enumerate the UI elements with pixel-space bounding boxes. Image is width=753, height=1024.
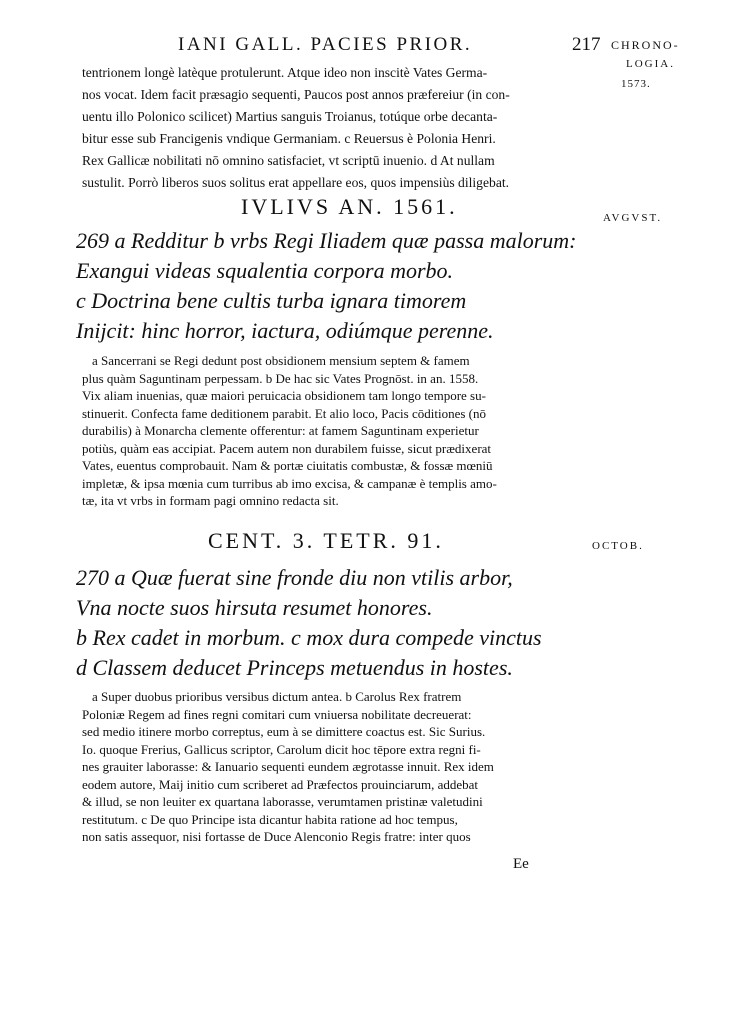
- commentary-line: restitutum. c De quo Principe ista dicantur habita ratione ad hoc tempus,: [82, 811, 458, 827]
- catchword: Ee: [513, 856, 529, 872]
- section-title-cent: CENT. 3. TETR. 91.: [208, 528, 444, 553]
- commentary-line: nes grauiter laborasse: & Ianuario sequenti eundem ægrotasse innuit. Rex idem: [82, 759, 494, 774]
- commentary-line: stinuerit. Confecta fame deditionem parabit. Et alio loco, Pacis cōditiones (nō: [82, 405, 486, 421]
- commentary-line: Poloniæ Regem ad fines regni comitari cum vniuersa nobilitate decreuerat:: [82, 706, 472, 722]
- commentary-line: Vix aliam inuenias, quæ maiori peruicacia obsidionem tam longo tempore su-: [82, 388, 486, 403]
- margin-note-august: AVGVST.: [603, 212, 663, 224]
- verse-line: Inijcit: hinc horror, iactura, odiúmque perenne.: [76, 318, 494, 343]
- running-head-title: IANI GALL. PACIES PRIOR.: [178, 34, 473, 55]
- verse-line: c Doctrina bene cultis turba ignara timorem: [76, 288, 467, 313]
- commentary-line: non satis assequor, nisi fortasse de Duce Alenconio Regis fratre: inter quos: [82, 829, 471, 844]
- verse-line: 270 a Quæ fuerat sine fronde diu non vtilis arbor,: [76, 565, 513, 590]
- margin-note-chronologia-1: CHRONO-: [611, 38, 680, 52]
- commentary-line: durabilis) à Monarcha clemente offerentur: at famem Saguntinam experietur: [82, 423, 479, 438]
- verse-line: Exangui videas squalentia corpora morbo.: [76, 258, 454, 283]
- intro-line: uentu illo Polonico scilicet) Martius sanguis Troianus, totúque orbe decanta-: [82, 109, 498, 124]
- margin-note-octob: OCTOB.: [592, 540, 644, 552]
- intro-line: nos vocat. Idem facit præsagio sequenti, Paucos post annos præfereiur (in con-: [82, 87, 510, 102]
- commentary-line: sed medio itinere morbo correptus, eum à se dimittere coactus est. Sic Surius.: [82, 724, 486, 739]
- commentary-line: tæ, ita vt vrbs in formam pagi omnino redacta sit.: [82, 493, 339, 508]
- commentary-line: eodem autore, Maij initio cum scriberet ad Præfectos prouinciarum, addebat: [82, 776, 479, 792]
- margin-note-year: 1573.: [621, 78, 651, 90]
- verse-line: d Classem deducet Princeps metuendus in hostes.: [76, 655, 513, 680]
- intro-line: Rex Gallicæ nobilitati nō omnino satisfaciet, vt scriptū inuenio. d At nullam: [82, 153, 495, 168]
- intro-line: tentrionem longè latèque protulerunt. Atque ideo non inscitè Vates Germa-: [82, 65, 488, 80]
- page-number: 217: [572, 34, 601, 55]
- intro-line: bitur esse sub Francigenis vndique Germaniam. c Reuersus è Polonia Henri.: [82, 131, 496, 146]
- commentary-line: potiùs, quàm eas accipiat. Pacem autem non durabilem fuisse, sicut prædixerat: [82, 440, 492, 456]
- commentary-line: a Sancerrani se Regi dedunt post obsidionem mensium septem & famem: [92, 353, 470, 368]
- commentary-line: Io. quoque Frerius, Gallicus scriptor, Carolum dicit hoc tēpore extra regni fi-: [82, 741, 481, 757]
- verse-line: Vna nocte suos hirsuta resumet honores.: [76, 595, 433, 620]
- verse-line: b Rex cadet in morbum. c mox dura compede vinctus: [76, 625, 542, 650]
- section-title-iulius: IVLIVS AN. 1561.: [241, 194, 458, 219]
- verse-line: 269 a Redditur b vrbs Regi Iliadem quæ passa malorum:: [76, 228, 577, 253]
- margin-note-chronologia-2: LOGIA.: [626, 58, 675, 70]
- commentary-line: impletæ, & ipsa mœnia cum turribus ab imo excisa, & campanæ è templis amo-: [82, 475, 497, 491]
- commentary-line: Vates, euentus comprobauit. Nam & portæ ciuitatis combustæ, & fossæ mœniū: [82, 458, 493, 473]
- commentary-line: & illud, se non leuiter ex quartana laborasse, verumtamen pristinæ valetudini: [82, 794, 483, 809]
- commentary-line: a Super duobus prioribus versibus dictum antea. b Carolus Rex fratrem: [92, 689, 462, 704]
- intro-line: sustulit. Porrò liberos suos solitus erat appellare eos, quos impensiùs diligebat.: [82, 175, 510, 190]
- commentary-line: plus quàm Saguntinam perpessam. b De hac sic Vates Prognōst. in an. 1558.: [82, 370, 479, 386]
